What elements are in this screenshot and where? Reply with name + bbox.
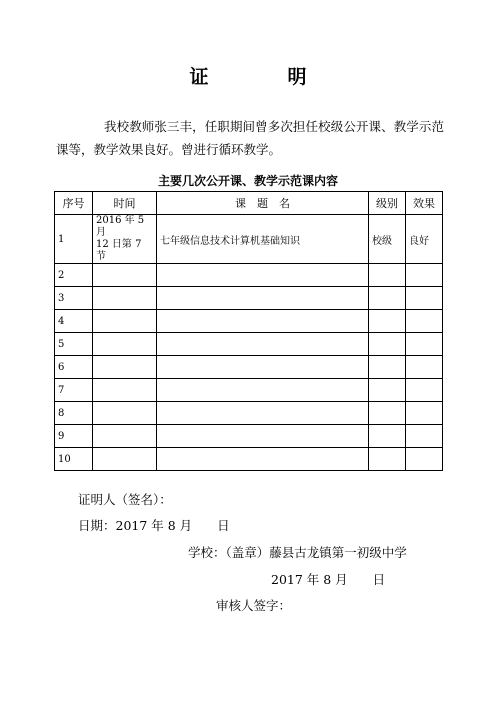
header-time: 时间 <box>93 192 157 215</box>
row-level <box>369 310 406 333</box>
row-effect <box>406 448 443 471</box>
table-row <box>55 379 443 402</box>
row-level <box>369 264 406 287</box>
row-number: 10 <box>55 448 93 471</box>
row-number: 3 <box>55 287 93 310</box>
row-time <box>93 215 157 264</box>
lessons-table <box>54 191 443 471</box>
row-topic <box>157 402 369 425</box>
row-effect <box>406 264 443 287</box>
table-caption: 主要几次公开课、教学示范课内容 <box>157 174 338 188</box>
row-time <box>93 356 157 379</box>
row-time <box>93 310 157 333</box>
row-number: 6 <box>55 356 93 379</box>
row-time-line1: 2016 年 5 月 <box>96 215 145 238</box>
table-row <box>55 356 443 379</box>
row-topic <box>157 287 369 310</box>
row-level <box>369 448 406 471</box>
row-effect <box>406 333 443 356</box>
row-number: 7 <box>55 379 93 402</box>
table-row <box>55 264 443 287</box>
table-row <box>55 333 443 356</box>
row-time-line2: 12 日第 7 节 <box>96 239 142 262</box>
table-row <box>55 215 443 264</box>
header-effect: 效果 <box>406 192 443 215</box>
row-time <box>93 264 157 287</box>
document-title: 证 明 <box>189 66 337 88</box>
row-number: 8 <box>55 402 93 425</box>
row-level <box>369 287 406 310</box>
row-effect: 良好 <box>406 215 443 264</box>
school-date: 2017 年 8 月 日 <box>271 572 386 587</box>
row-level <box>369 379 406 402</box>
certification-paragraph: 我校教师张三丰，任职期间曾多次担任校级公开课、教学示范课等，教学效果良好。曾进行循环教学。 <box>56 119 444 157</box>
table-row <box>55 425 443 448</box>
row-time <box>93 402 157 425</box>
row-effect <box>406 425 443 448</box>
header-level: 级别 <box>369 192 406 215</box>
row-number: 9 <box>55 425 93 448</box>
header-number: 序号 <box>55 192 93 215</box>
row-number: 5 <box>55 333 93 356</box>
witness-date: 日期：2017 年 8 月 日 <box>78 518 230 533</box>
row-time <box>93 448 157 471</box>
table-header-row <box>55 192 443 215</box>
row-topic: 七年级信息技术计算机基础知识 <box>157 215 369 264</box>
row-time <box>93 333 157 356</box>
row-level <box>369 425 406 448</box>
row-level <box>369 356 406 379</box>
row-topic <box>157 333 369 356</box>
row-topic <box>157 448 369 471</box>
school-seal-line: 学校：（盖章）藤县古龙镇第一初级中学 <box>188 545 407 560</box>
row-level <box>369 402 406 425</box>
row-topic <box>157 425 369 448</box>
table-row <box>55 448 443 471</box>
row-number: 4 <box>55 310 93 333</box>
row-number: 1 <box>55 215 93 264</box>
row-topic <box>157 264 369 287</box>
row-time <box>93 425 157 448</box>
row-topic <box>157 379 369 402</box>
row-time <box>93 287 157 310</box>
row-level <box>369 333 406 356</box>
table-row <box>55 402 443 425</box>
row-effect <box>406 356 443 379</box>
row-topic <box>157 310 369 333</box>
table-row <box>55 287 443 310</box>
row-effect <box>406 287 443 310</box>
row-effect <box>406 402 443 425</box>
row-level: 校级 <box>369 215 406 264</box>
header-topic: 课 题 名 <box>157 192 369 215</box>
witness-signature-line: 证明人（签名）： <box>78 492 172 507</box>
row-topic <box>157 356 369 379</box>
reviewer-signature-line: 审核人签字： <box>216 598 292 613</box>
row-effect <box>406 310 443 333</box>
row-number: 2 <box>55 264 93 287</box>
row-effect <box>406 379 443 402</box>
table-row <box>55 310 443 333</box>
row-time <box>93 379 157 402</box>
